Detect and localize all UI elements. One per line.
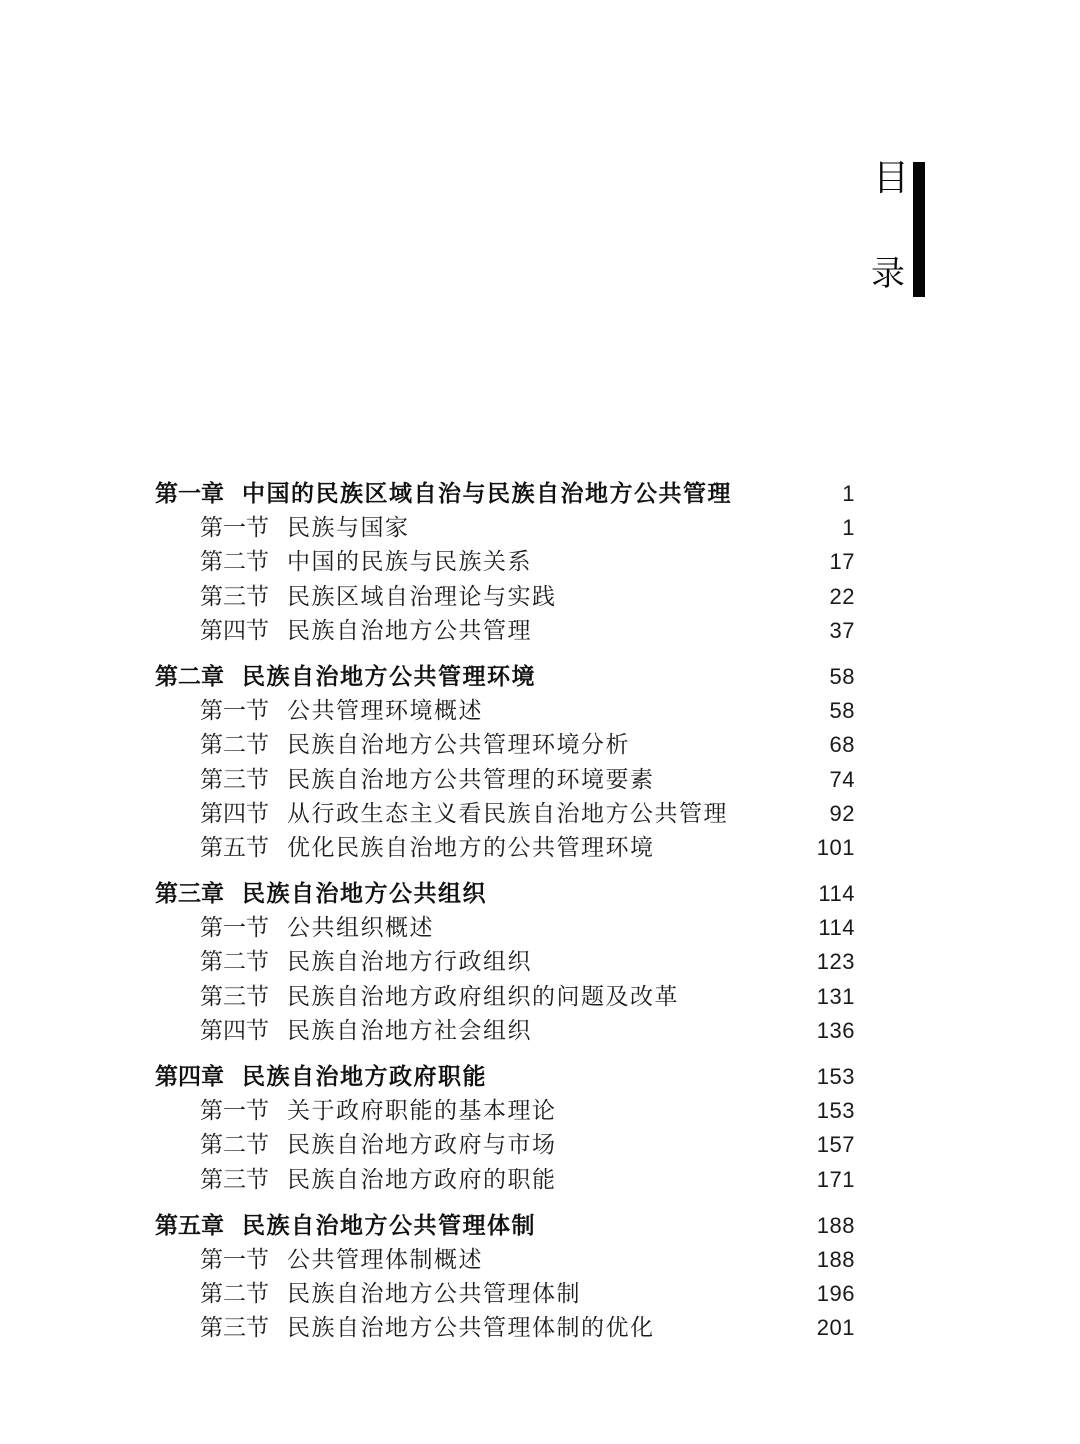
entry-label: 第五章 bbox=[155, 1211, 224, 1238]
entry-label: 第二节 bbox=[200, 549, 269, 575]
entry-page: 58 bbox=[829, 663, 855, 689]
toc-chapter-block bbox=[155, 475, 855, 646]
entry-title: 关于政府职能的基本理论 bbox=[287, 1098, 557, 1124]
toc-entry-section bbox=[155, 761, 855, 795]
entry-title: 民族自治地方政府组织的问题及改革 bbox=[287, 983, 679, 1009]
entry-label: 第三节 bbox=[200, 583, 269, 609]
entry-label: 第四节 bbox=[200, 800, 269, 826]
entry-title: 民族自治地方政府的职能 bbox=[287, 1166, 557, 1192]
toc-entry-section bbox=[155, 795, 855, 829]
entry-page: 101 bbox=[816, 834, 855, 860]
entry-page: 153 bbox=[816, 1064, 855, 1089]
entry-label: 第三节 bbox=[200, 766, 269, 792]
entry-page: 22 bbox=[829, 583, 855, 609]
toc-list bbox=[155, 475, 855, 1344]
entry-page: 92 bbox=[829, 800, 855, 826]
toc-entry-section bbox=[155, 509, 855, 543]
title-decoration-bar bbox=[913, 162, 925, 297]
entry-page: 201 bbox=[816, 1315, 855, 1341]
entry-page: 136 bbox=[816, 1017, 855, 1043]
entry-label: 第一节 bbox=[200, 698, 269, 724]
entry-label: 第一节 bbox=[200, 915, 269, 941]
entry-title: 公共管理体制概述 bbox=[287, 1246, 483, 1272]
toc-entry-section bbox=[155, 829, 855, 863]
entry-label: 第五节 bbox=[200, 834, 269, 860]
toc-chapter-block bbox=[155, 658, 855, 863]
entry-title: 民族自治地方公共管理体制的优化 bbox=[287, 1315, 655, 1341]
toc-entry-section bbox=[155, 692, 855, 726]
entry-label: 第三节 bbox=[200, 983, 269, 1009]
toc-entry-section bbox=[155, 909, 855, 943]
entry-page: 123 bbox=[816, 949, 855, 975]
toc-entry-section bbox=[155, 1126, 855, 1160]
entry-page: 1 bbox=[842, 481, 855, 506]
entry-title: 民族自治地方公共管理 bbox=[287, 617, 532, 643]
entry-label: 第三节 bbox=[200, 1315, 269, 1341]
toc-entry-section bbox=[155, 1012, 855, 1046]
entry-label: 第一节 bbox=[200, 1246, 269, 1272]
entry-page: 131 bbox=[816, 983, 855, 1009]
entry-label: 第二章 bbox=[155, 662, 224, 689]
entry-page: 153 bbox=[816, 1098, 855, 1124]
toc-entry-section bbox=[155, 1241, 855, 1275]
entry-title: 民族自治地方公共管理体制 bbox=[242, 1211, 536, 1238]
entry-label: 第二节 bbox=[200, 1132, 269, 1158]
toc-entry-section bbox=[155, 612, 855, 646]
toc-entry-chapter bbox=[155, 1207, 855, 1241]
toc-entry-section bbox=[155, 978, 855, 1012]
entry-page: 74 bbox=[829, 766, 855, 792]
toc-entry-section bbox=[155, 1309, 855, 1343]
entry-title: 民族自治地方公共管理环境 bbox=[242, 662, 536, 689]
entry-title: 民族自治地方政府职能 bbox=[242, 1063, 487, 1089]
toc-entry-chapter bbox=[155, 658, 855, 692]
toc-entry-chapter bbox=[155, 875, 855, 909]
entry-title: 民族自治地方社会组织 bbox=[287, 1017, 532, 1043]
toc-entry-chapter bbox=[155, 475, 855, 509]
entry-label: 第二节 bbox=[200, 1281, 269, 1307]
entry-label: 第二节 bbox=[200, 732, 269, 758]
entry-page: 37 bbox=[829, 617, 855, 643]
entry-title: 民族自治地方公共管理环境分析 bbox=[287, 732, 630, 758]
toc-chapter-block bbox=[155, 875, 855, 1046]
entry-page: 171 bbox=[816, 1166, 855, 1192]
toc-entry-section bbox=[155, 578, 855, 612]
entry-label: 第四节 bbox=[200, 1017, 269, 1043]
entry-page: 157 bbox=[816, 1132, 855, 1158]
entry-title: 中国的民族区域自治与民族自治地方公共管理 bbox=[242, 480, 732, 506]
toc-entry-section bbox=[155, 1161, 855, 1195]
entry-label: 第一章 bbox=[155, 480, 224, 506]
entry-page: 68 bbox=[829, 732, 855, 758]
toc-entry-section bbox=[155, 943, 855, 977]
toc-entry-section bbox=[155, 726, 855, 760]
toc-entry-section bbox=[155, 1275, 855, 1309]
entry-label: 第三节 bbox=[200, 1166, 269, 1192]
entry-page: 188 bbox=[816, 1246, 855, 1272]
entry-title: 民族自治地方公共组织 bbox=[242, 880, 487, 907]
entry-label: 第二节 bbox=[200, 949, 269, 975]
entry-label: 第四节 bbox=[200, 617, 269, 643]
entry-title: 民族自治地方公共管理的环境要素 bbox=[287, 766, 655, 792]
entry-page: 196 bbox=[816, 1281, 855, 1307]
entry-label: 第一节 bbox=[200, 1098, 269, 1124]
entry-page: 114 bbox=[818, 915, 855, 941]
entry-title: 民族自治地方公共管理体制 bbox=[287, 1281, 581, 1307]
toc-title-char-lu: 录 bbox=[871, 256, 905, 293]
toc-chapter-block bbox=[155, 1058, 855, 1195]
entry-title: 民族自治地方政府与市场 bbox=[287, 1132, 557, 1158]
entry-title: 公共组织概述 bbox=[287, 915, 434, 941]
entry-page: 188 bbox=[816, 1212, 855, 1238]
toc-entry-section bbox=[155, 1092, 855, 1126]
toc-entry-chapter bbox=[155, 1058, 855, 1092]
entry-title: 民族区域自治理论与实践 bbox=[287, 583, 557, 609]
toc-chapter-block bbox=[155, 1207, 855, 1344]
entry-page: 114 bbox=[818, 881, 855, 907]
entry-page: 58 bbox=[829, 698, 855, 724]
entry-page: 1 bbox=[842, 515, 855, 541]
entry-title: 公共管理环境概述 bbox=[287, 698, 483, 724]
entry-title: 优化民族自治地方的公共管理环境 bbox=[287, 834, 655, 860]
entry-title: 中国的民族与民族关系 bbox=[287, 549, 532, 575]
entry-title: 民族与国家 bbox=[287, 515, 410, 541]
entry-label: 第四章 bbox=[155, 1063, 224, 1089]
entry-title: 民族自治地方行政组织 bbox=[287, 949, 532, 975]
toc-entry-section bbox=[155, 543, 855, 577]
entry-label: 第一节 bbox=[200, 515, 269, 541]
entry-page: 17 bbox=[829, 549, 855, 575]
toc-title-char-mu: 目 bbox=[873, 158, 910, 198]
entry-title: 从行政生态主义看民族自治地方公共管理 bbox=[287, 800, 728, 826]
entry-label: 第三章 bbox=[155, 880, 224, 907]
